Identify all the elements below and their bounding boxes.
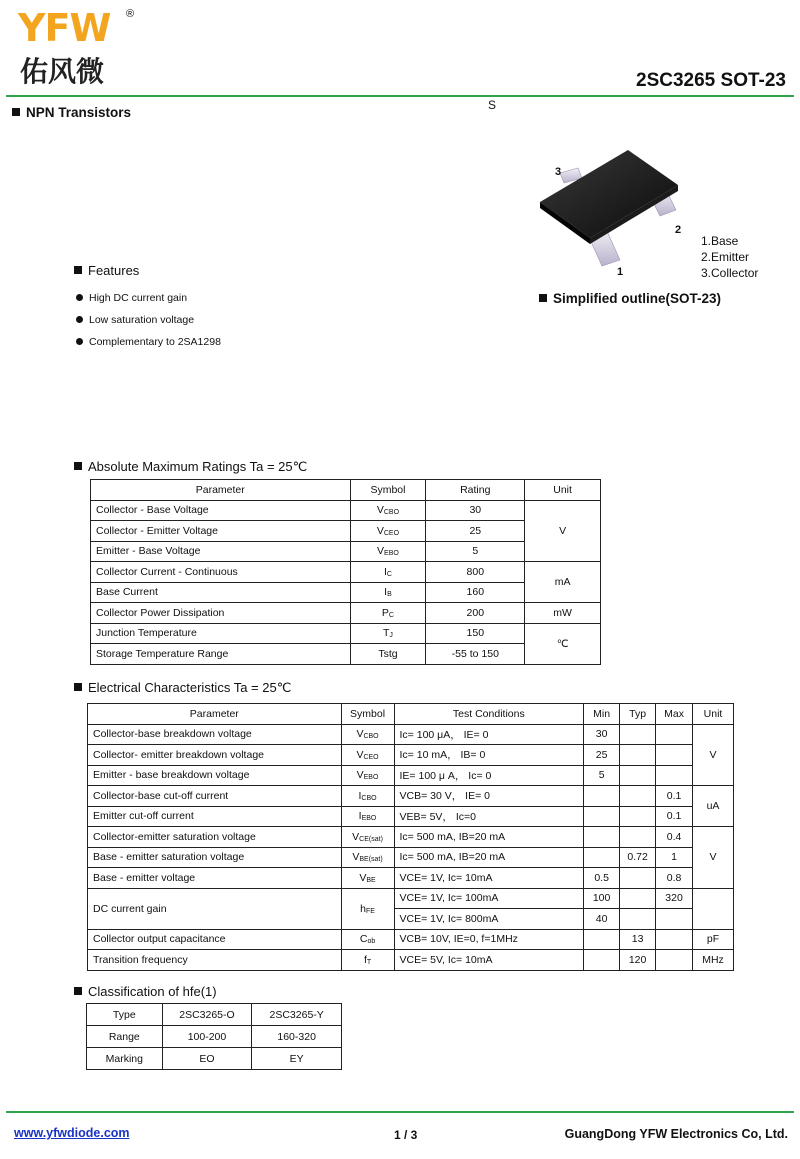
param-cell: DC current gain	[88, 888, 342, 929]
symbol-cell	[341, 745, 394, 766]
typ-cell	[620, 868, 656, 889]
symbol-text: I	[358, 789, 362, 802]
table-row	[91, 562, 601, 583]
param-cell: Collector Current - Continuous	[91, 562, 351, 583]
min-cell: 40	[584, 909, 620, 930]
symbol-cell	[341, 950, 394, 971]
symbol-sub: C	[386, 570, 392, 578]
features-title	[74, 263, 139, 278]
header-rule	[6, 95, 794, 97]
min-cell	[584, 847, 620, 868]
feature-item	[76, 287, 221, 309]
table-row	[91, 541, 601, 562]
symbol-text: h	[360, 902, 366, 915]
symbol-text: T	[382, 627, 390, 640]
param-cell: Collector- emitter breakdown voltage	[88, 745, 342, 766]
feature-text: High DC current gain	[89, 292, 188, 304]
pin-label-1: 1	[617, 266, 624, 278]
outline-title	[539, 291, 721, 306]
classification-title	[74, 984, 217, 999]
max-cell	[656, 765, 693, 786]
max-cell: 0.1	[656, 786, 693, 807]
symbol-sub: CBO	[361, 794, 377, 802]
table-row	[88, 724, 734, 745]
condition-cell: Ic= 100 μA， IE= 0	[394, 724, 584, 745]
param-cell: Base Current	[91, 582, 351, 603]
elec-title-text: Electrical Characteristics Ta = 25℃	[88, 680, 292, 695]
symbol-text: V	[376, 504, 384, 517]
elec-table	[87, 703, 734, 971]
col-header: Type	[87, 1004, 163, 1026]
bullet-square-icon	[74, 266, 82, 274]
min-cell: 0.5	[584, 868, 620, 889]
value-cell: 160-320	[252, 1026, 342, 1048]
symbol-cell	[341, 868, 394, 889]
bullet-square-icon	[539, 294, 547, 302]
unit-cell: ℃	[525, 623, 601, 664]
min-cell: 30	[584, 724, 620, 745]
table-row	[88, 786, 734, 807]
unit-cell-empty	[693, 888, 734, 929]
symbol-sub: B	[387, 591, 392, 599]
value-cell: 100-200	[162, 1026, 252, 1048]
abs-max-table	[90, 479, 601, 665]
col-header: Test Conditions	[394, 704, 584, 725]
param-cell: Collector-emitter saturation voltage	[88, 827, 342, 848]
condition-cell: VCE= 5V, Ic= 10mA	[394, 950, 584, 971]
param-cell: Emitter cut-off current	[88, 806, 342, 827]
symbol-cell	[341, 827, 394, 848]
features-list	[76, 287, 221, 353]
symbol-sub: CE(sat)	[359, 835, 383, 843]
feature-text: Low saturation voltage	[89, 314, 195, 326]
param-cell: Collector-base cut-off current	[88, 786, 342, 807]
table-row	[88, 847, 734, 868]
rating-cell: 5	[426, 541, 525, 562]
symbol-sub: EBO	[363, 774, 379, 782]
symbol-sub: EBO	[361, 815, 377, 823]
symbol-text: V	[356, 728, 364, 741]
symbol-cell	[341, 786, 394, 807]
unit-cell: mW	[525, 603, 601, 624]
typ-cell	[620, 888, 656, 909]
unit-cell: V	[525, 500, 601, 562]
feature-item	[76, 331, 221, 353]
condition-cell: VCE= 1V, Ic= 800mA	[394, 909, 584, 930]
param-cell: Emitter - base breakdown voltage	[88, 765, 342, 786]
row-label-cell: Marking	[87, 1048, 163, 1070]
typ-cell	[620, 806, 656, 827]
max-cell	[656, 724, 693, 745]
feature-item	[76, 309, 221, 331]
condition-cell: Ic= 500 mA, IB=20 mA	[394, 847, 584, 868]
min-cell	[584, 806, 620, 827]
max-cell	[656, 950, 693, 971]
logo-registered-mark: ®	[126, 8, 135, 20]
symbol-sub: T	[366, 958, 372, 966]
col-header: Parameter	[88, 704, 342, 725]
bullet-dot-icon	[76, 338, 83, 345]
symbol-text: V	[356, 769, 364, 782]
param-cell: Base - emitter saturation voltage	[88, 847, 342, 868]
unit-cell: pF	[693, 929, 734, 950]
table-row	[91, 521, 601, 542]
rating-cell: 800	[426, 562, 525, 583]
table-row	[91, 603, 601, 624]
param-cell: Transition frequency	[88, 950, 342, 971]
typ-cell: 13	[620, 929, 656, 950]
min-cell	[584, 827, 620, 848]
table-row	[88, 806, 734, 827]
symbol-cell	[350, 562, 426, 583]
typ-cell	[620, 827, 656, 848]
min-cell	[584, 786, 620, 807]
min-cell: 25	[584, 745, 620, 766]
min-cell: 100	[584, 888, 620, 909]
col-header: Max	[656, 704, 693, 725]
condition-cell: Ic= 500 mA, IB=20 mA	[394, 827, 584, 848]
symbol-cell	[341, 724, 394, 745]
classification-table	[86, 1003, 342, 1070]
typ-cell	[620, 765, 656, 786]
abs-max-title	[74, 459, 307, 475]
col-header: 2SC3265-O	[162, 1004, 252, 1026]
min-cell	[584, 929, 620, 950]
param-cell: Collector output capacitance	[88, 929, 342, 950]
condition-cell: VCB= 10V, IE=0, f=1MHz	[394, 929, 584, 950]
unit-cell: MHz	[693, 950, 734, 971]
param-cell: Junction Temperature	[91, 623, 351, 644]
symbol-text: V	[359, 871, 367, 884]
website-link[interactable]: www.yfwdiode.com	[14, 1126, 130, 1140]
condition-cell: IE= 100 μ A， Ic= 0	[394, 765, 584, 786]
table-row	[91, 500, 601, 521]
symbol-text: I	[358, 810, 362, 823]
symbol-cell	[350, 582, 426, 603]
symbol-sub: BE(sat)	[359, 856, 383, 864]
device-type-text: NPN Transistors	[26, 105, 132, 120]
max-cell	[656, 929, 693, 950]
symbol-cell	[341, 765, 394, 786]
typ-cell	[620, 724, 656, 745]
company-name: GuangDong YFW Electronics Co, Ltd.	[564, 1127, 788, 1141]
bullet-square-icon	[74, 683, 82, 691]
value-cell: EY	[252, 1048, 342, 1070]
symbol-cell	[350, 644, 426, 665]
logo-letters: YFW	[18, 6, 111, 50]
symbol-sub: EBO	[384, 550, 399, 558]
col-header: 2SC3265-Y	[252, 1004, 342, 1026]
symbol-cell	[341, 847, 394, 868]
rating-cell: 160	[426, 582, 525, 603]
feature-text: Complementary to 2SA1298	[89, 336, 221, 348]
page-number: 1 / 3	[394, 1128, 418, 1142]
symbol-text: V	[352, 851, 360, 864]
table-row	[88, 888, 734, 909]
typ-cell	[620, 786, 656, 807]
param-cell: Collector-base breakdown voltage	[88, 724, 342, 745]
symbol-sub: CEO	[383, 529, 400, 537]
symbol-text: V	[376, 524, 384, 537]
symbol-text: P	[381, 606, 389, 619]
pin-legend-item: 3.Collector	[701, 266, 759, 280]
table-header-row	[88, 704, 734, 725]
value-cell: EO	[162, 1048, 252, 1070]
param-cell: Storage Temperature Range	[91, 644, 351, 665]
typ-cell: 120	[620, 950, 656, 971]
unit-cell: V	[693, 827, 734, 889]
pin-legend-item: 2.Emitter	[701, 250, 750, 264]
classification-title-text: Classification of hfe(1)	[88, 984, 217, 999]
param-cell: Collector - Base Voltage	[91, 500, 351, 521]
symbol-text: Tstg	[378, 647, 398, 660]
table-header-row	[87, 1004, 342, 1026]
col-header: Parameter	[91, 480, 351, 501]
sot23-package-icon	[530, 140, 710, 280]
symbol-sub: CEO	[363, 753, 379, 761]
symbol-sub: CBO	[383, 509, 400, 517]
unit-cell: uA	[693, 786, 734, 827]
param-cell: Collector Power Dissipation	[91, 603, 351, 624]
logo-chinese-name: 佑风微	[20, 55, 105, 88]
max-cell	[656, 745, 693, 766]
rating-cell: 25	[426, 521, 525, 542]
row-label-cell: Range	[87, 1026, 163, 1048]
device-type	[12, 105, 131, 120]
symbol-sub: J	[389, 632, 393, 640]
table-row	[88, 745, 734, 766]
symbol-cell	[341, 888, 394, 929]
condition-cell: Ic= 10 mA， IB= 0	[394, 745, 584, 766]
table-row	[88, 929, 734, 950]
typ-cell: 0.72	[620, 847, 656, 868]
table-row	[88, 950, 734, 971]
max-cell: 0.8	[656, 868, 693, 889]
bullet-dot-icon	[76, 316, 83, 323]
table-row	[87, 1048, 342, 1070]
col-header: Symbol	[341, 704, 394, 725]
col-header: Min	[584, 704, 620, 725]
symbol-text: V	[352, 830, 360, 843]
symbol-cell	[341, 806, 394, 827]
max-cell: 0.4	[656, 827, 693, 848]
symbol-sub: FE	[365, 907, 375, 915]
min-cell: 5	[584, 765, 620, 786]
param-cell: Emitter - Base Voltage	[91, 541, 351, 562]
col-header: Unit	[693, 704, 734, 725]
pin-legend-item: 1.Base	[701, 234, 739, 248]
min-cell	[584, 950, 620, 971]
symbol-text: V	[356, 748, 364, 761]
pin-legend	[701, 233, 758, 281]
max-cell: 320	[656, 888, 693, 909]
symbol-sub: CBO	[363, 733, 379, 741]
symbol-sub: ob	[367, 938, 376, 946]
symbol-text: V	[377, 545, 385, 558]
symbol-text: f	[363, 953, 367, 966]
rating-cell: 200	[426, 603, 525, 624]
symbol-text: C	[359, 933, 368, 946]
symbol-cell	[350, 623, 426, 644]
footer-rule	[6, 1111, 794, 1113]
symbol-sub: C	[388, 611, 394, 619]
condition-cell: VCB= 30 V， IE= 0	[394, 786, 584, 807]
bullet-square-icon	[74, 462, 82, 470]
typ-cell	[620, 745, 656, 766]
col-header: Rating	[426, 480, 525, 501]
table-row	[91, 582, 601, 603]
table-row	[87, 1026, 342, 1048]
table-row	[91, 623, 601, 644]
outline-title-text: Simplified outline(SOT-23)	[553, 291, 722, 306]
abs-max-title-text: Absolute Maximum Ratings Ta = 25℃	[88, 459, 308, 474]
table-row	[88, 868, 734, 889]
rating-cell: 150	[426, 623, 525, 644]
stray-letter: S	[488, 98, 497, 112]
max-cell	[656, 909, 693, 930]
symbol-text: I	[383, 565, 387, 578]
features-title-text: Features	[88, 263, 140, 278]
condition-cell: VEB= 5V， Ic=0	[394, 806, 584, 827]
unit-cell: V	[693, 724, 734, 786]
pin-label-3: 3	[555, 166, 562, 178]
symbol-cell	[350, 603, 426, 624]
max-cell: 0.1	[656, 806, 693, 827]
rating-cell: -55 to 150	[426, 644, 525, 665]
table-row	[88, 765, 734, 786]
part-number: 2SC3265 SOT-23	[636, 70, 786, 91]
symbol-cell	[350, 500, 426, 521]
rating-cell: 30	[426, 500, 525, 521]
symbol-cell	[341, 929, 394, 950]
elec-title	[74, 680, 291, 696]
symbol-sub: BE	[366, 876, 376, 884]
symbol-cell	[350, 521, 426, 542]
symbol-cell	[350, 541, 426, 562]
table-row	[88, 827, 734, 848]
bullet-square-icon	[74, 987, 82, 995]
condition-cell: VCE= 1V, Ic= 10mA	[394, 868, 584, 889]
unit-cell: mA	[525, 562, 601, 603]
symbol-text: I	[384, 586, 388, 599]
pin-label-2: 2	[675, 224, 682, 236]
param-cell: Collector - Emitter Voltage	[91, 521, 351, 542]
table-header-row	[91, 480, 601, 501]
typ-cell	[620, 909, 656, 930]
param-cell: Base - emitter voltage	[88, 868, 342, 889]
bullet-dot-icon	[76, 294, 83, 301]
condition-cell: VCE= 1V, Ic= 100mA	[394, 888, 584, 909]
col-header: Unit	[525, 480, 601, 501]
max-cell: 1	[656, 847, 693, 868]
table-row	[91, 644, 601, 665]
col-header: Symbol	[350, 480, 426, 501]
bullet-square-icon	[12, 108, 20, 116]
col-header: Typ	[620, 704, 656, 725]
